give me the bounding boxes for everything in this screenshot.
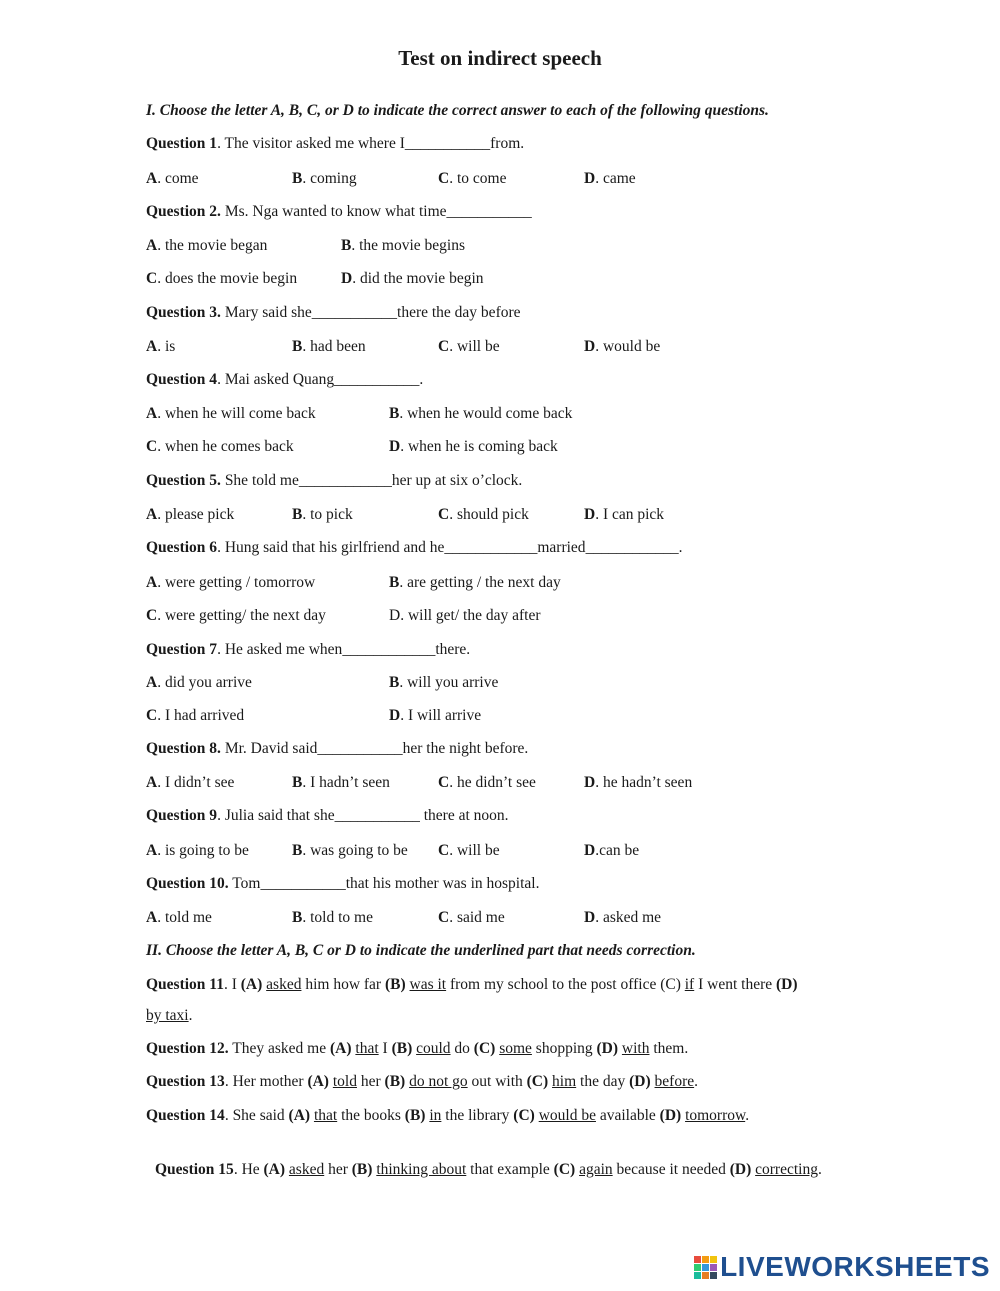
question-13: Question 13. Her mother (A) told her (B) do not go out with (C) him the day (D) before.: [146, 1073, 698, 1090]
question-12: Question 12. They asked me (A) that I (B) could do (C) some shopping (D) with them.: [146, 1040, 689, 1057]
page-title: Test on indirect speech: [398, 46, 602, 70]
option-a[interactable]: A. come: [146, 170, 199, 187]
option-d[interactable]: D. asked me: [584, 909, 662, 926]
answer-blank[interactable]: ___________: [446, 203, 532, 220]
question-3: Question 3. Mary said she___________there the day before: [146, 304, 521, 321]
option-b[interactable]: B. the movie begins: [341, 237, 465, 254]
underlined-b[interactable]: do not go: [409, 1073, 468, 1090]
underlined-d[interactable]: correcting: [755, 1161, 818, 1178]
underlined-d[interactable]: before: [654, 1073, 695, 1090]
option-c[interactable]: C. I had arrived: [146, 707, 245, 724]
option-b[interactable]: B. when he would come back: [389, 405, 573, 422]
underlined-c[interactable]: some: [499, 1040, 532, 1057]
question-8: Question 8. Mr. David said___________her the night before.: [146, 740, 529, 757]
underlined-c[interactable]: him: [552, 1073, 577, 1090]
underlined-a[interactable]: that: [313, 1107, 338, 1124]
option-c[interactable]: C. he didn’t see: [438, 774, 536, 791]
answer-blank[interactable]: ____________: [444, 539, 538, 556]
option-b[interactable]: B. are getting / the next day: [389, 574, 561, 591]
option-c[interactable]: C. will be: [438, 338, 500, 355]
section-2-instruction: II. Choose the letter A, B, C or D to indicate the underlined part that needs correction.: [146, 942, 696, 959]
underlined-b[interactable]: thinking about: [376, 1161, 467, 1178]
underlined-b[interactable]: in: [429, 1107, 442, 1124]
answer-blank[interactable]: ____________: [342, 641, 436, 658]
question-11-continued: by taxi.: [146, 1007, 193, 1024]
option-a[interactable]: A. told me: [146, 909, 212, 926]
answer-blank[interactable]: ___________: [334, 807, 420, 824]
option-b[interactable]: B. was going to be: [292, 842, 408, 859]
option-b[interactable]: B. to pick: [292, 506, 353, 523]
underlined-c[interactable]: would be: [538, 1107, 596, 1124]
question-9: Question 9. Julia said that she___________ there at noon.: [146, 807, 509, 824]
underlined-a[interactable]: asked: [288, 1161, 325, 1178]
question-11: Question 11. I (A) asked him how far (B) was it from my school to the post office (C) if I went there (D): [146, 976, 798, 993]
underlined-b[interactable]: was it: [409, 976, 447, 993]
question-14: Question 14. She said (A) that the books (B) in the library (C) would be available (D) tomorrow.: [146, 1107, 750, 1124]
option-a[interactable]: A. the movie began: [146, 237, 268, 254]
underlined-d[interactable]: by taxi: [146, 1007, 189, 1024]
option-a[interactable]: A. is: [146, 338, 176, 355]
option-d[interactable]: D.can be: [584, 842, 640, 859]
option-a[interactable]: A. I didn’t see: [146, 774, 235, 791]
underlined-a[interactable]: that: [355, 1040, 379, 1057]
logo-grid-icon: [694, 1256, 717, 1279]
option-c[interactable]: C. to come: [438, 170, 507, 187]
option-d[interactable]: D. will get/ the day after: [389, 607, 541, 624]
answer-blank[interactable]: ___________: [404, 135, 491, 152]
option-d[interactable]: D. I can pick: [584, 506, 665, 523]
option-b[interactable]: B. had been: [292, 338, 366, 355]
option-d[interactable]: D. came: [584, 170, 636, 187]
question-6: Question 6. Hung said that his girlfriend and he____________married____________.: [146, 539, 683, 556]
question-5: Question 5. She told me____________her up at six o’clock.: [146, 472, 523, 489]
answer-blank[interactable]: ___________: [334, 371, 420, 388]
answer-blank[interactable]: ___________: [317, 740, 403, 757]
option-a[interactable]: A. is going to be: [146, 842, 249, 859]
option-d[interactable]: D. did the movie begin: [341, 270, 484, 287]
underlined-a[interactable]: asked: [266, 976, 302, 993]
option-d[interactable]: D. when he is coming back: [389, 438, 558, 455]
option-a[interactable]: A. please pick: [146, 506, 235, 523]
underlined-c[interactable]: again: [579, 1161, 613, 1178]
option-c[interactable]: C. said me: [438, 909, 505, 926]
underlined-d[interactable]: tomorrow: [685, 1107, 746, 1124]
liveworksheets-logo: [694, 1251, 990, 1283]
option-c[interactable]: C. will be: [438, 842, 500, 859]
underlined-d[interactable]: with: [621, 1040, 650, 1057]
option-b[interactable]: B. I hadn’t seen: [292, 774, 390, 791]
option-b[interactable]: B. will you arrive: [389, 674, 499, 691]
underlined-a[interactable]: told: [332, 1073, 357, 1090]
question-4: Question 4. Mai asked Quang___________.: [146, 371, 424, 388]
question-10: Question 10. Tom___________that his mother was in hospital.: [146, 875, 540, 892]
question-7: Question 7. He asked me when____________there.: [146, 641, 471, 658]
answer-blank[interactable]: ___________: [311, 304, 398, 321]
option-b[interactable]: B. told to me: [292, 909, 373, 926]
option-d[interactable]: D. I will arrive: [389, 707, 482, 724]
question-1: Question 1. The visitor asked me where I___________from.: [146, 135, 525, 152]
option-c[interactable]: C. does the movie begin: [146, 270, 298, 287]
question-2: Question 2. Ms. Nga wanted to know what time___________: [146, 203, 532, 220]
answer-blank[interactable]: ____________: [298, 472, 392, 489]
option-b[interactable]: B. coming: [292, 170, 357, 187]
option-c[interactable]: C. when he comes back: [146, 438, 294, 455]
question-15: Question 15. He (A) asked her (B) thinking about that example (C) again because it needed (D) correcting.: [155, 1161, 822, 1178]
answer-blank[interactable]: ____________: [585, 539, 679, 556]
option-c[interactable]: C. should pick: [438, 506, 529, 523]
option-a[interactable]: A. were getting / tomorrow: [146, 574, 316, 591]
answer-blank[interactable]: ___________: [260, 875, 346, 892]
brand-name: LIVEWORKSHEETS: [720, 1251, 990, 1282]
option-d[interactable]: D. he hadn’t seen: [584, 774, 693, 791]
section-1-instruction: I. Choose the letter A, B, C, or D to indicate the correct answer to each of the following questions.: [146, 102, 769, 119]
option-c[interactable]: C. were getting/ the next day: [146, 607, 326, 624]
option-a[interactable]: A. did you arrive: [146, 674, 252, 691]
underlined-c[interactable]: if: [684, 976, 695, 993]
underlined-b[interactable]: could: [416, 1040, 451, 1057]
option-a[interactable]: A. when he will come back: [146, 405, 316, 422]
option-d[interactable]: D. would be: [584, 338, 661, 355]
